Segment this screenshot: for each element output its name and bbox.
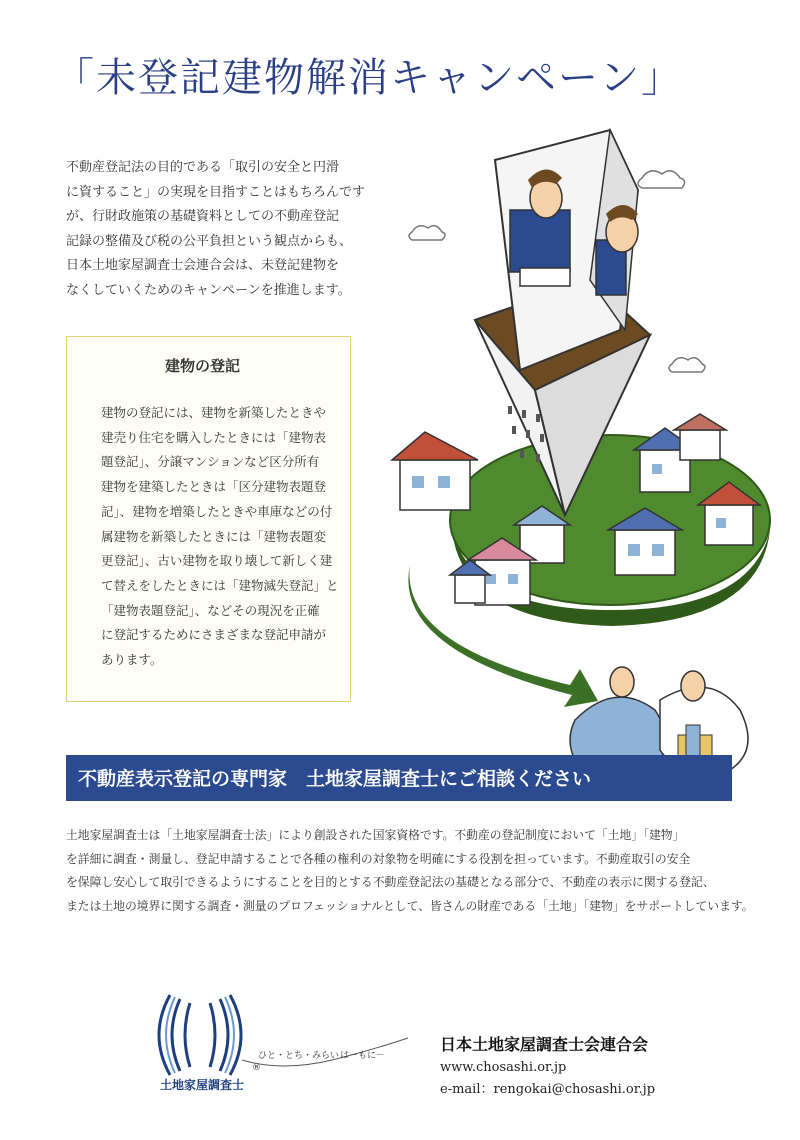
intro-line: 記録の整備及び税の公平負担という観点からも、 <box>66 233 353 249</box>
organization-name: 日本土地家屋調査士会連合会 <box>440 1035 649 1054</box>
description-line: を保障し安心して取引できるようにすることを目的とする不動産登記法の基礎となる部分で、不動産の表示に関する登記、 <box>66 875 715 889</box>
box-title: 建物の登記 <box>165 357 241 375</box>
intro-line: なくしていくためのキャンペーンを推進します。 <box>66 282 351 298</box>
consult-banner <box>66 755 732 801</box>
registered-mark: ® <box>252 1063 261 1073</box>
page-title: 「未登記建物解消キャンペーン」 <box>54 55 684 101</box>
box-line: 建物を建築したときは「区分建物表題登 <box>101 479 327 495</box>
slogan-text: ひと・とち・みらい <box>258 1051 340 1061</box>
box-line: 「建物表題登記」、などその現況を正確 <box>101 602 320 618</box>
website-link[interactable]: www.chosashi.or.jp <box>440 1060 567 1075</box>
description-paragraph <box>66 824 754 918</box>
box-body <box>101 401 341 673</box>
logo-label: 土地家屋調査士 <box>160 1078 245 1092</box>
box-line: 属建物を新築したときには「建物表題変 <box>101 528 327 544</box>
box-line: あります。 <box>101 652 163 668</box>
cloud-icon <box>669 358 705 372</box>
box-line: 建売り住宅を購入したときには「建物表 <box>101 429 327 445</box>
house-icon <box>674 414 726 460</box>
cloud-icon <box>409 226 445 240</box>
building-registration-box <box>66 336 351 702</box>
email-link[interactable]: e-mail：rengokai@chosashi.or.jp <box>440 1082 656 1097</box>
intro-paragraph <box>66 156 386 303</box>
intro-line: が、行財政施策の基礎資料としての不動産登記 <box>66 209 340 224</box>
box-line: 記」、建物を増築したときや車庫などの付 <box>101 503 333 519</box>
banner-text: 不動産表示登記の専門家 土地家屋調査士にご相談ください <box>78 768 592 790</box>
box-line: 更登記」、古い建物を取り壊して新しく建 <box>101 553 333 569</box>
slogan-text: は－もに－ <box>340 1051 386 1061</box>
description-line: を詳細に調査・測量し、登記申請することで各種の権利の対象物を明確にする役割を担っています。不動産取引の安全 <box>66 851 691 866</box>
box-line: に登記するためにさまざまな登記申請が <box>101 627 327 643</box>
campaign-illustration <box>360 120 780 780</box>
description-line: または土地の境界に関する調査・測量のプロフェッショナルとして、皆さんの財産である「土地」「建物」をサポートしています。 <box>66 898 754 913</box>
box-line: 建物の登記には、建物を新築したときや <box>101 405 327 420</box>
intro-line: 不動産登記法の目的である「取引の安全と円滑 <box>66 160 340 175</box>
intro-line: 日本土地家屋調査士会連合会は、未登記建物を <box>66 258 340 273</box>
box-line: て替えをしたときには「建物滅失登記」と <box>101 577 339 593</box>
intro-line: に資すること」の実現を目指すことはもちろんです <box>66 184 366 200</box>
box-line: 題登記」、分譲マンションなど区分所有 <box>101 454 320 470</box>
description-line: 土地家屋調査士は「土地家屋調査士法」により創設された国家資格です。不動産の登記制度において「土地」「建物」 <box>66 828 685 842</box>
cloud-icon <box>638 171 685 188</box>
house-icon <box>392 432 478 510</box>
